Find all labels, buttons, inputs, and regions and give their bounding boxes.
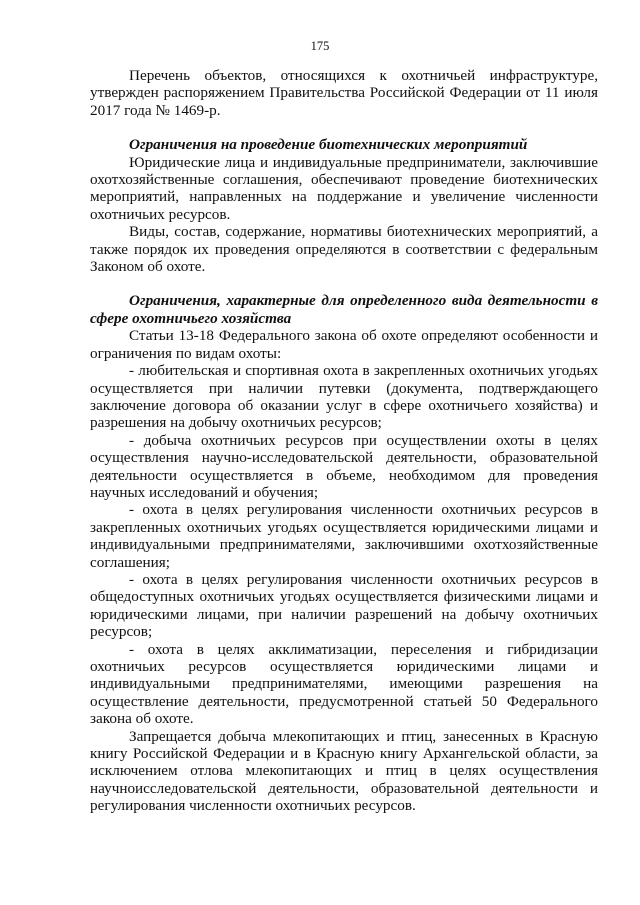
- paragraph-infrastructure: Перечень объектов, относящихся к охотничьей инфраструктуре, утвержден распоряжением Правительства Российской Федерации от 11 июля 2017 года № 1469-р.: [90, 67, 598, 119]
- heading-activity-restrictions: Ограничения, характерные для определенного вида деятельности в сфере охотничьего хозяйства: [90, 292, 598, 327]
- paragraph-red-book-ban: Запрещается добыча млекопитающих и птиц, занесенных в Красную книгу Российской Федерации и в Красную книгу Архангельской области, за исключением отлова млекопитающих и птиц в целях осуществления научноисследовательской деятельности, образовательной деятельности и регулирования численности охотничьих ресурсов.: [90, 727, 598, 815]
- page-number: 175: [310, 39, 330, 53]
- paragraph-hunting-law-articles: Статьи 13-18 Федерального закона об охоте определяют особенности и ограничения по видам охоты:: [90, 327, 598, 362]
- list-item-acclimatization: - охота в целях акклиматизации, переселения и гибридизации охотничьих ресурсов осуществляется юридическими лицами и индивидуальными предпринимателями, имеющими разрешения на осуществление деятельности, предусмотренной статьей 50 Федерального закона об охоте.: [90, 640, 598, 728]
- list-item-regulation-public: - охота в целях регулирования численности охотничьих ресурсов в общедоступных охотничьих угодьях осуществляется физическими лицами и юридическими лицами, при наличии разрешений на добычу охотничьих ресурсов;: [90, 570, 598, 641]
- list-item-amateur-hunting: - любительская и спортивная охота в закрепленных охотничьих угодьях осуществляется при наличии путевки (документа, подтверждающего заключение договора об оказании услуг в сфере охотничьего хозяйства) и разрешения на добычу охотничьих ресурсов;: [90, 362, 598, 432]
- list-item-research-hunting: - добыча охотничьих ресурсов при осуществлении охоты в целях осуществления научно-исследовательской деятельности, образовательной деятельности осуществляется в объеме, необходимом для проведения научных исследований и обучения;: [90, 431, 598, 501]
- paragraph-biotech-types: Виды, состав, содержание, нормативы биотехнических мероприятий, а также порядок их проведения определяются в соответствии с федеральным Законом об охоте.: [90, 223, 598, 276]
- paragraph-biotech-duties: Юридические лица и индивидуальные предприниматели, заключившие охотхозяйственные соглашения, обеспечивают проведение биотехнических мероприятий, направленных на поддержание и увеличение численности охотничьих ресурсов.: [90, 153, 598, 223]
- list-item-regulation-assigned: - охота в целях регулирования численности охотничьих ресурсов в закрепленных охотничьих угодьях осуществляется юридическими лицами и индивидуальными предпринимателями, заключившими охотхозяйственные соглашения;: [90, 501, 598, 571]
- page-content: [90, 67, 598, 815]
- heading-biotech-restrictions: Ограничения на проведение биотехнических мероприятий: [129, 136, 528, 154]
